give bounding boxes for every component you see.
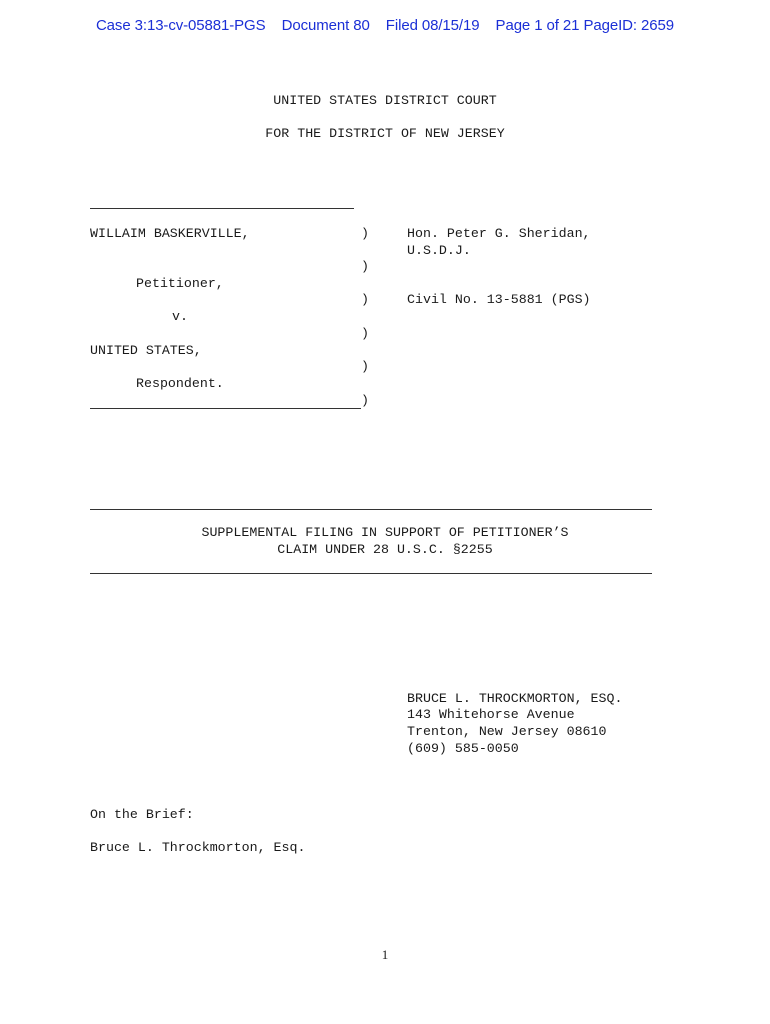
- title-bottom-rule: [90, 573, 652, 574]
- caption-bracket: ): [361, 359, 369, 374]
- respondent-role: Respondent.: [136, 376, 224, 391]
- page-number: 1: [381, 947, 389, 962]
- case-number: Case 3:13-cv-05881-PGS: [95, 17, 266, 34]
- page-id: Page 1 of 21 PageID: 2659: [495, 17, 675, 34]
- court-district: FOR THE DISTRICT OF NEW JERSEY: [265, 126, 505, 141]
- respondent-name: UNITED STATES,: [90, 343, 202, 358]
- attorney-city: Trenton, New Jersey 08610: [407, 724, 607, 739]
- title-top-rule: [90, 509, 652, 510]
- caption-bracket: ): [361, 326, 369, 341]
- filing-title-line2: CLAIM UNDER 28 U.S.C. §2255: [277, 542, 493, 557]
- judge-name: Hon. Peter G. Sheridan,: [407, 226, 591, 241]
- attorney-phone: (609) 585-0050: [407, 741, 519, 756]
- caption-bracket: ): [361, 292, 369, 307]
- caption-bracket: ): [361, 259, 369, 274]
- attorney-name: BRUCE L. THROCKMORTON, ESQ.: [407, 691, 623, 706]
- caption-top-rule: [90, 208, 354, 209]
- caption-bracket: ): [361, 393, 369, 408]
- document-number: Document 80: [281, 17, 370, 34]
- ecf-header: [0, 17, 770, 34]
- filed-date: Filed 08/15/19: [385, 17, 480, 34]
- petitioner-role: Petitioner,: [136, 276, 224, 291]
- brief-label: On the Brief:: [90, 807, 194, 822]
- versus-label: v.: [172, 309, 188, 324]
- caption-bottom-rule: [90, 408, 361, 409]
- brief-author: Bruce L. Throckmorton, Esq.: [90, 840, 306, 855]
- court-name: UNITED STATES DISTRICT COURT: [273, 93, 497, 108]
- judge-title: U.S.D.J.: [407, 243, 471, 258]
- caption-bracket: ): [361, 226, 369, 241]
- petitioner-name: WILLAIM BASKERVILLE,: [90, 226, 250, 241]
- civil-number: Civil No. 13-5881 (PGS): [407, 292, 591, 307]
- attorney-street: 143 Whitehorse Avenue: [407, 707, 575, 722]
- filing-title-line1: SUPPLEMENTAL FILING IN SUPPORT OF PETITIONER’S: [201, 525, 569, 540]
